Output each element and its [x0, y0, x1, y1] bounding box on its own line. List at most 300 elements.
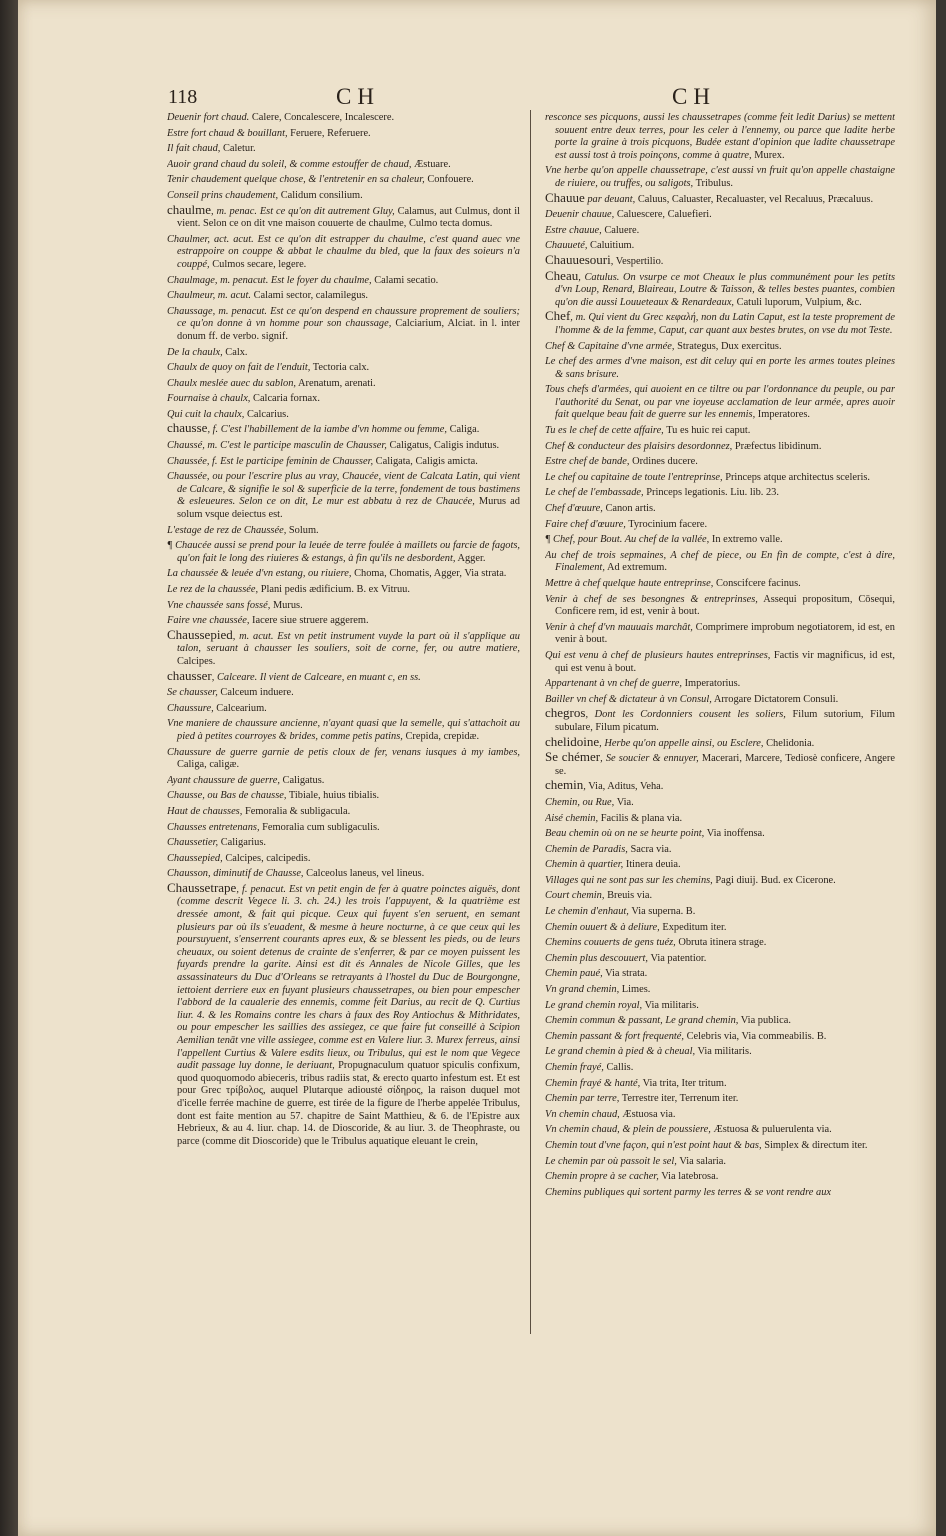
entry-french-text: Chaulmage, m. penacut. Est le foyer du chaulme, [167, 274, 372, 286]
entry-latin-text: Ordines ducere. [632, 456, 698, 468]
entry-french-text: Chemin frayé & hanté, [545, 1077, 641, 1089]
entry-french-text: Beau chemin où on ne se heurte point, [545, 828, 705, 840]
entry-latin-text: Filum sutorium, Filum subulare, Filum picatum. [555, 709, 895, 733]
dictionary-entry [545, 811, 895, 826]
entry-latin-text: Propugnaculum quatuor spiculis confixum, quod quoquomodo abieceris, tribus radiis stat, & erecto quarto infestum est. Et est pour Grec τρίβολος, auquel Plutarque adiousté σίδηρος, la raison duquel mot d'icelle ferrée machine de guerre, est tirée de la figure de l'herbe appelée Tribulus, dont est faite mention au 57. chapitre de Saint Matthieu, & 6. de l'Epistre aux Hebrieux, & au 4. liur. chap. 14. de Dioscoride, & au liur. 3. de Theophraste, ou parce (comme dit Dioscoride) que le Tribulus aquatique eleuant le crein, [177, 1060, 520, 1147]
entry-latin-text: Caliga. [449, 424, 480, 436]
entry-latin-text: In extremo valle. [711, 534, 783, 546]
dictionary-entry [545, 1185, 895, 1200]
entry-latin-text: Arenatum, arenati. [298, 377, 376, 389]
dictionary-entry [545, 110, 895, 162]
entry-latin-text: Chelidonia. [766, 737, 815, 749]
entry-french-text: Deuenir fort chaud. [167, 112, 250, 123]
dictionary-entry [167, 376, 520, 391]
entry-french-text: Auoir grand chaud du soleil, & comme estouffer de chaud, [167, 158, 412, 170]
entry-french-text: Le grand chemin royal, [545, 999, 643, 1011]
dictionary-entry [545, 982, 895, 997]
entry-latin-text: Canon artis. [605, 503, 656, 515]
entry-latin-text: Caletur. [223, 143, 256, 155]
entry-latin-text: Æstuosa via. [622, 1108, 676, 1120]
entry-latin-text: Caligatus, Caligis indutus. [389, 440, 500, 452]
entry-latin-text: Iacere siue struere aggerem. [252, 615, 369, 627]
entry-latin-text: Conscifcere facinus. [715, 578, 801, 589]
dictionary-entry [545, 517, 895, 532]
entry-headword: chemin [545, 777, 584, 793]
entry-french-text: Chaulmeur, m. acut. [167, 290, 251, 302]
entry-french-text: La chaussée & leuée d'vn estang, ou riuiere, [167, 568, 352, 580]
entry-latin-text: Tibiale, huius tibialis. [288, 790, 380, 802]
entry-french-text: Appartenant à vn chef de guerre, [545, 678, 682, 690]
entry-french-text: Vne herbe qu'on appelle chaussetrape, c'est aussi vn fruit qu'on appelle chastaigne de riuiere, ou truffes, ou saligots, [545, 165, 895, 189]
entry-latin-text: Simplex & directum iter. [764, 1139, 868, 1151]
entry-french-text: , m. Qui vient du Grec κεφαλή, non du Latin Caput, est la teste proprement de l'homme & de la femme, Caput, car quant aux bestes brutes, on vse du mot Teste. [555, 312, 895, 336]
left-column [167, 110, 520, 1335]
dictionary-entry [545, 676, 895, 691]
dictionary-entry [167, 172, 520, 187]
dictionary-entry [167, 701, 520, 716]
entry-french-text: , m. acut. Est vn petit instrument vuyde la part où il s'applique au talon, seruant à chausser les souliers, soit de corne, fer, ou autre matiere, [177, 630, 520, 655]
entry-french-text: Court chemin, [545, 890, 605, 902]
dictionary-entry [167, 304, 520, 344]
entry-latin-text: Præfectus libidinum. [734, 440, 822, 452]
dictionary-entry [545, 857, 895, 872]
entry-latin-text: Comprimere improbum negotiatorem, id est, en venir à bout. [555, 621, 895, 646]
entry-french-text: Chausson, diminutif de Chausse, [167, 868, 304, 880]
dictionary-entry [167, 232, 520, 272]
entry-french-text: Fournaise à chaulx, [167, 393, 251, 405]
entry-french-text: Chaussure, [167, 702, 214, 714]
entry-latin-text: Strategus, Dux exercitus. [677, 340, 782, 352]
entry-latin-text: Princeps atque architectus sceleris. [725, 471, 871, 483]
dictionary-entry [545, 1154, 895, 1169]
dictionary-entry [545, 1076, 895, 1091]
dictionary-entry [545, 501, 895, 516]
entry-french-text: Estre fort chaud & bouillant, [167, 127, 288, 139]
entry-latin-text: Choma, Chomatis, Agger, Via strata. [354, 568, 507, 580]
dictionary-entry [545, 207, 895, 222]
entry-latin-text: Arrogare Dictatorem Consuli. [713, 693, 839, 705]
entry-french-text: Estre chef de bande, [545, 456, 630, 468]
entry-latin-text: Caligatus. [282, 774, 325, 786]
dictionary-entry [545, 648, 895, 675]
dictionary-entry [167, 391, 520, 406]
entry-french-text: Vn chemin chaud, [545, 1108, 620, 1120]
dictionary-entry [167, 773, 520, 788]
dictionary-entry [545, 1044, 895, 1059]
entry-latin-text: Pagi diuij. Bud. ex Cicerone. [715, 874, 836, 886]
entry-latin-text: Culmos secare, legere. [212, 258, 307, 270]
entry-french-text: ¶ Chef, pour Bout. Au chef de la vallée, [545, 534, 710, 546]
entry-french-text: Villages qui ne sont pas sur les chemins, [545, 874, 713, 886]
dictionary-entry [545, 873, 895, 888]
entry-headword: Chauuesouri [545, 251, 611, 267]
dictionary-entry [545, 707, 895, 734]
dictionary-entry [545, 1107, 895, 1122]
entry-latin-text: Agger. [457, 552, 486, 564]
entry-french-text: , f. penacut. Est vn petit engin de fer à quatre poinctes aiguës, dont (comme descrit Vegece li. 3. ch. 24.) les trois l'appuyent, & la quatrième est dressée amont, & fait qui picque. Ceux qui fuyent s'en seruent, en semant plusieurs par où ils s'euadent, & mesme à heure nocturne, à ce que ceux qui les poursuyuent, s'enserrent courants apres eux, & se blessent les pieds, ou de leurs cheuaux, ou soient detenus de crainte de s'enferrer, & par ce moyen puissent les fuyards prendre la garite. Ainsi est dit és Annales de Nicole Gilles, que les assassinateurs du Duc d'Orleans se retrayants à l'hostel du Duc de Bourgongne, iettoient derriere eux en fuyant plusieurs chaussetrapes, ou bien pour empescher l'abbord de la caualerie des ennemis, comme feit Darius, au recit de Q. Curtius liur. 4. & les Romains contre les chars à faux des Roy Antiochus & Mithridates, ou pour empescher les saillies des assiegez, ce que faire fut conseillé à Scipion Aemilian tenāt vne ville assiegee, comme est en Valere liur. 3. Murex ferreus, ainsi l'appellent Curtius & Valere esdits lieux, ou Tribulus, qui est le nom que Vegece audit passage luy donne, le deriuant, [177, 883, 520, 1072]
entry-french-text: Chef d'œuure, [545, 503, 603, 515]
entry-french-text: , [610, 255, 614, 267]
entry-latin-text: Solum. [288, 524, 319, 536]
entry-french-text: Le chemin par où passoit le sel, [545, 1155, 677, 1167]
dictionary-entry [545, 1169, 895, 1184]
entry-latin-text: Æstuosa & puluerulenta via. [713, 1124, 832, 1136]
dictionary-entry [167, 879, 520, 1148]
entry-latin-text: Obruta itinera strage. [678, 937, 767, 949]
entry-latin-text: Calcaria fornax. [253, 393, 320, 405]
entry-latin-text: Calami sector, calamilegus. [253, 290, 369, 302]
dictionary-entry [167, 126, 520, 141]
entry-latin-text: Murus. [272, 599, 303, 611]
entry-french-text: L'estage de rez de Chaussée, [167, 524, 287, 536]
entry-latin-text: Calx. [225, 346, 248, 358]
entry-latin-text: Via inoffensa. [706, 828, 765, 840]
entry-latin-text: Tu es huic rei caput. [666, 425, 751, 437]
dictionary-entry [545, 1138, 895, 1153]
entry-french-text: Tous chefs d'armées, qui auoient en ce tiltre ou par l'ordonnance du peuple, ou par l'authorité du Senat, ou par vne ioyeuse acclamation de leur armée, apres auoir fait quelque beau fait de guerre sur les ennemis, [545, 384, 895, 421]
dictionary-entry [545, 751, 895, 778]
dictionary-entry [167, 454, 520, 469]
entry-latin-text: Crepida, crepidæ. [405, 730, 480, 742]
entry-french-text: , m. penac. Est ce qu'on dit autrement Gluy, [211, 205, 395, 217]
entry-latin-text: Terrestre iter, Terrenum iter. [621, 1093, 739, 1105]
entry-french-text: Vn grand chemin, [545, 984, 620, 996]
dictionary-entry [167, 360, 520, 375]
entry-french-text: , Dont les Cordonniers cousent les soliers, [585, 709, 786, 721]
entry-latin-text: Imperatorius. [684, 678, 741, 690]
dictionary-entry [545, 1029, 895, 1044]
entry-french-text: Ayant chaussure de guerre, [167, 774, 280, 786]
dictionary-entry [167, 422, 520, 437]
entry-french-text: Le rez de la chaussée, [167, 584, 259, 595]
dictionary-entry [545, 223, 895, 238]
dictionary-entry [167, 835, 520, 850]
entry-latin-text: Tribulus. [695, 177, 734, 189]
entry-latin-text: Calciarium, Alciat. in l. inter donum ff. de verbo. signif. [177, 318, 520, 342]
entry-french-text: Au chef de trois sepmaines, A chef de piece, ou En fin de compte, c'est à dire, Finalement, [545, 549, 895, 574]
entry-latin-text: Via strata. [605, 968, 648, 980]
dictionary-entry [545, 339, 895, 354]
entry-latin-text: Calere, Concalescere, Incalescere. [251, 112, 395, 123]
entry-french-text: Chaussée, f. Est le participe feminin de Chausser, [167, 455, 374, 467]
dictionary-entry [167, 820, 520, 835]
entry-latin-text: Caluescere, Caluefieri. [616, 209, 712, 221]
entry-french-text: Chemin frayé, [545, 1062, 604, 1073]
dictionary-entry [545, 532, 895, 547]
dictionary-entry [545, 592, 895, 619]
entry-latin-text: Factis vir magnificus, id est, qui est venu à bout. [555, 649, 895, 674]
entry-headword: Chaussetrape [167, 879, 237, 895]
entry-french-text: Chemin plus descouuert, [545, 952, 649, 964]
dictionary-entry [545, 267, 895, 310]
entry-french-text: , f. C'est l'habillement de la iambe d'vn homme ou femme, [207, 424, 447, 436]
dictionary-entry [167, 288, 520, 303]
entry-french-text: Le chef de l'embassade, [545, 487, 644, 499]
entry-french-text: Chemins couuerts de gens tuéz, [545, 937, 676, 949]
entry-latin-text: Caligata, Caligis amicta. [375, 455, 478, 467]
dictionary-entry [167, 851, 520, 866]
entry-latin-text: Via publica. [740, 1015, 791, 1027]
dictionary-entry [545, 251, 895, 269]
entry-latin-text: Facilis & plana via. [600, 812, 683, 824]
entry-french-text: Chemins publiques qui sortent parmy les terres & se vont rendre aux [545, 1186, 831, 1198]
dictionary-entry [545, 920, 895, 935]
entry-french-text: resconce ses picquons, aussi les chaussetrapes (comme feit ledit Darius) se mettent souuent entre deux terres, pour les celer à l'ennemy, ou parce que ladite herbe porte la graine à trois picquons, Budée estant d'opinion que ladite chaussetrape est aussi tost à trois poinçons, comme à quatre, [545, 112, 895, 161]
entry-french-text: Chemin commun & passant, Le grand chemin, [545, 1015, 739, 1027]
entry-french-text: Chemin tout d'vne façon, qui n'est point haut & bas, [545, 1139, 762, 1151]
column-divider [530, 110, 531, 1334]
entry-latin-text: Murex. [754, 149, 785, 161]
entry-french-text: Faire chef d'œuure, [545, 518, 626, 530]
entry-headword: Chef [545, 308, 571, 324]
entry-latin-text: Calami secatio. [374, 274, 439, 286]
entry-latin-text: Assequi propositum, Cōsequi, Conficere rem, id est, venir à bout. [555, 593, 895, 618]
entry-french-text: Haut de chausses, [167, 805, 243, 817]
entry-latin-text: Calcearium. [216, 702, 267, 714]
dictionary-entry [545, 620, 895, 647]
book-gutter [0, 0, 18, 1536]
dictionary-entry [545, 779, 895, 794]
entry-headword: chausse [167, 420, 208, 436]
entry-latin-text: Via, Aditus, Veha. [588, 781, 664, 793]
entry-french-text: , Herbe qu'on appelle ainsi, ou Esclere, [599, 737, 764, 749]
dictionary-entry [167, 438, 520, 453]
entry-headword: Chauue [545, 189, 585, 205]
dictionary-entry [545, 842, 895, 857]
entry-french-text: Mettre à chef quelque haute entreprinse, [545, 578, 714, 589]
entry-french-text: Le chemin d'enhaut, [545, 906, 629, 918]
dictionary-entry [545, 951, 895, 966]
entry-latin-text: Princeps legationis. Liu. lib. 23. [646, 487, 779, 499]
dictionary-entry [545, 485, 895, 500]
dictionary-entry [167, 626, 520, 669]
entry-french-text: Chaussepied, [167, 852, 223, 864]
entry-latin-text: Murus ad solum vsque deiectus est. [177, 496, 520, 521]
entry-french-text: Venir à chef de ses besongnes & entreprinses, [545, 593, 758, 605]
entry-latin-text: Via superna. B. [631, 906, 696, 918]
entry-latin-text: Macerari, Marcere, Tediosè conficere, Angere se. [555, 753, 895, 777]
dictionary-entry [545, 904, 895, 919]
entry-french-text: Chemin par terre, [545, 1093, 620, 1105]
entry-latin-text: Via salaria. [679, 1155, 727, 1167]
entry-latin-text: Limes. [621, 984, 651, 996]
entry-french-text: Faire vne chaussée, [167, 615, 250, 627]
entry-latin-text: Via militaris. [697, 1046, 752, 1058]
entry-latin-text: Ad extremum. [606, 562, 667, 574]
entry-latin-text: Calidum consilium. [280, 189, 363, 201]
entry-latin-text: Caligarius. [220, 837, 267, 849]
entry-french-text: Chauueté, [545, 240, 588, 252]
entry-french-text: Chausses entretenans, [167, 821, 260, 833]
entry-french-text: Deuenir chauue, [545, 209, 615, 221]
dictionary-entry [167, 141, 520, 156]
dictionary-entry [167, 523, 520, 538]
dictionary-entry [545, 692, 895, 707]
entry-french-text: Tu es le chef de cette affaire, [545, 425, 664, 437]
entry-french-text: Chaussure de guerre garnie de petis cloux de fer, venans iusques à my iambes, [167, 746, 520, 758]
entry-french-text: Chaussé, m. C'est le participe masculin de Chausser, [167, 440, 387, 452]
entry-headword: Se chémer [545, 749, 601, 765]
dictionary-entry [167, 667, 520, 685]
entry-latin-text: Tyrocinium facere. [628, 518, 708, 530]
right-column [545, 110, 895, 1335]
entry-french-text: Bailler vn chef & dictateur à vn Consul, [545, 693, 712, 705]
dictionary-entry [545, 998, 895, 1013]
entry-latin-text: Breuis via. [607, 890, 653, 902]
entry-latin-text: Plani pedis ædificium. B. ex Vitruu. [260, 584, 410, 595]
entry-french-text: , Calceare. Il vient de Calceare, en muant c, en ss. [211, 671, 421, 683]
entry-latin-text: Vespertilio. [615, 255, 664, 267]
entry-french-text: Chaulx de quoy on fait de l'enduit, [167, 362, 311, 374]
dictionary-entry [167, 598, 520, 613]
entry-french-text: Chemin, ou Rue, [545, 796, 615, 808]
entry-french-text: Chemin de Paradis, [545, 843, 628, 855]
dictionary-entry [545, 439, 895, 454]
entry-french-text: Estre chauue, [545, 224, 602, 236]
entry-french-text: Chef & conducteur des plaisirs desordonnez, [545, 440, 733, 452]
entry-headword: chaulme [167, 201, 212, 217]
entry-headword: Cheau [545, 267, 579, 283]
entry-latin-text: Femoralia & subligacula. [244, 805, 351, 817]
entry-french-text: Le chef ou capitaine de toute l'entreprinse, [545, 471, 723, 483]
entry-latin-text: Via latebrosa. [661, 1171, 719, 1183]
dictionary-entry [545, 1091, 895, 1106]
entry-french-text: Chaulmer, act. acut. Est ce qu'on dit estrapper du chaulme, c'est quand auec vne estrappoire on couppe & abbat le chaulme du bled, que la faux des soieurs n'a couppé, [167, 233, 520, 270]
entry-latin-text: Calceolus laneus, vel lineus. [306, 868, 425, 880]
entry-french-text: Chaussetier, [167, 837, 219, 849]
dictionary-entry [167, 566, 520, 581]
running-head-right: CH [672, 84, 716, 109]
entry-french-text: Vne maniere de chaussure ancienne, n'ayant quasi que la semelle, qui s'attachoit au pied à petites courroyes & brides, comme petis patins, [167, 718, 520, 742]
dictionary-entry [545, 795, 895, 810]
entry-latin-text: Itinera deuia. [625, 859, 681, 871]
entry-french-text: Conseil prins chaudement, [167, 189, 279, 201]
entry-french-text: Chemin paué, [545, 968, 603, 980]
entry-french-text: Venir à chef d'vn mauuais marchât, [545, 621, 693, 633]
entry-french-text: Chaussage, m. penacut. Est ce qu'on despend en chaussure proprement de souliers; ce qu'on donne à vn homme pour son chaussage, [167, 305, 520, 330]
dictionary-entry [545, 548, 895, 575]
dictionary-entry [545, 1013, 895, 1028]
dictionary-entry [167, 716, 520, 743]
entry-latin-text: Via. [616, 796, 634, 808]
dictionary-entry [545, 238, 895, 253]
entry-headword: chausser [167, 667, 212, 683]
dictionary-entry [167, 685, 520, 700]
dictionary-entry [545, 966, 895, 981]
entry-latin-text: Tectoria calx. [312, 362, 370, 374]
dictionary-entry [545, 382, 895, 422]
dictionary-entry [167, 407, 520, 422]
entry-french-text: , Catulus. On vsurpe ce mot Cheaux le plus communément pour les petits d'vn Loup, Renard, Blaireau, Loutre & Taisson, & telles bestes puantes, combien qu'on die aussi Louueteaux & Renardeaux, [555, 271, 895, 308]
entry-latin-text: Via trita, Iter tritum. [642, 1077, 727, 1089]
entry-latin-text: Expeditum iter. [662, 921, 727, 933]
dictionary-entry [167, 582, 520, 597]
dictionary-entry [167, 110, 520, 125]
entry-french-text: Tenir chaudement quelque chose, & l'entretenir en sa chaleur, [167, 174, 425, 186]
entry-french-text: Chemin à quartier, [545, 859, 624, 871]
running-head-left: CH [336, 84, 380, 109]
dictionary-entry [545, 935, 895, 950]
dictionary-entry [167, 201, 520, 231]
entry-latin-text: Sacra via. [630, 843, 672, 855]
entry-french-text: Le grand chemin à pied & à cheual, [545, 1046, 696, 1058]
entry-latin-text: Calcipes. [177, 655, 216, 667]
entry-french-text: Vn chemin chaud, & plein de poussiere, [545, 1124, 711, 1136]
entry-latin-text: Confouere. [427, 174, 474, 186]
dictionary-entry [545, 189, 895, 207]
entry-latin-text: Calamus, aut Culmus, dont il vient. Selon ce on dit vne maison couuerte de chaulme, Culmo tecta domus. [177, 205, 520, 230]
entry-french-text: Aisé chemin, [545, 812, 599, 824]
entry-french-text: Vne chaussée sans fossé, [167, 599, 271, 611]
entry-latin-text: Femoralia cum subligaculis. [262, 821, 380, 833]
dictionary-entry [167, 157, 520, 172]
entry-headword: chelidoine [545, 733, 600, 749]
dictionary-entry [545, 163, 895, 190]
entry-french-text: , Se soucier & ennuyer, [600, 753, 699, 765]
dictionary-entry [545, 1122, 895, 1137]
entry-french-text: Chaulx meslée auec du sablon, [167, 377, 296, 389]
dictionary-entry [545, 826, 895, 841]
entry-latin-text: Æstuare. [414, 158, 451, 170]
entry-latin-text: Via militaris. [644, 999, 699, 1011]
dictionary-entry [545, 454, 895, 469]
entry-latin-text: Calceum induere. [220, 687, 294, 699]
entry-latin-text: Caliga, caligæ. [177, 759, 240, 771]
entry-latin-text: Imperatores. [757, 409, 811, 421]
entry-french-text: Qui est venu à chef de plusieurs hautes entreprinses, [545, 649, 771, 661]
entry-french-text: Chausse, ou Bas de chausse, [167, 790, 287, 802]
dictionary-entry [167, 788, 520, 803]
entry-french-text: Chemin passant & fort frequenté, [545, 1030, 685, 1042]
entry-latin-text: Feruere, Referuere. [290, 127, 371, 139]
dictionary-entry [167, 804, 520, 819]
dictionary-entry [545, 470, 895, 485]
entry-french-text: Chef & Capitaine d'vne armée, [545, 340, 675, 352]
dictionary-entry [545, 1060, 895, 1075]
entry-latin-text: Celebris via, Via commeabilis. B. [686, 1030, 827, 1042]
entry-french-text: Il fait chaud, [167, 143, 221, 155]
entry-french-text: Chemin propre à se cacher, [545, 1171, 659, 1183]
dictionary-entry [167, 538, 520, 565]
dictionary-entry [167, 866, 520, 881]
dictionary-entry [167, 745, 520, 772]
entry-french-text: Qui cuit la chaulx, [167, 408, 245, 420]
entry-headword: chegros [545, 705, 586, 721]
entry-french-text: Chaussée, ou pour l'escrire plus au vray, Chaucée, vient de Calcata Latin, qui vient de Calcare, & signifie le sol & superficie de la terre, fondement de tous bastimens & esleueures. Selon ce on dit, Le mur est abbatu à rez de Chaucée, [167, 471, 520, 508]
page-number: 118 [168, 86, 198, 108]
entry-french-text: ¶ Chaucée aussi se prend pour la leuée de terre foulée à maillets ou farcie de fagots, qu'on fait le long des riuieres & estangs, à fin qu'ils ne desbordent, [167, 540, 520, 564]
entry-latin-text: Catuli luporum, Vulpium, &c. [736, 296, 862, 308]
entry-french-text: par deuant, [584, 193, 636, 205]
dictionary-entry [167, 345, 520, 360]
entry-latin-text: Caluere. [604, 224, 640, 236]
dictionary-entry [545, 576, 895, 591]
entry-latin-text: Caluus, Caluaster, Recaluaster, vel Recaluus, Præcaluus. [637, 193, 874, 205]
entry-french-text: De la chaulx, [167, 346, 223, 358]
entry-french-text: , [583, 781, 586, 793]
dictionary-entry [167, 613, 520, 628]
entry-latin-text: Callis. [606, 1062, 634, 1073]
entry-latin-text: Caluitium. [590, 240, 635, 252]
dictionary-entry [167, 188, 520, 203]
dictionary-entry [545, 310, 895, 337]
dictionary-entry [545, 733, 895, 751]
entry-french-text: Chemin ouuert & à deliure, [545, 921, 660, 933]
entry-latin-text: Via patentior. [650, 952, 707, 964]
entry-headword: Chaussepied [167, 626, 233, 642]
entry-latin-text: Calcipes, calcipedis. [225, 852, 311, 864]
entry-french-text: Le chef des armes d'vne maison, est dit celuy qui en porte les armes toutes pleines & sans brisure. [545, 356, 895, 380]
